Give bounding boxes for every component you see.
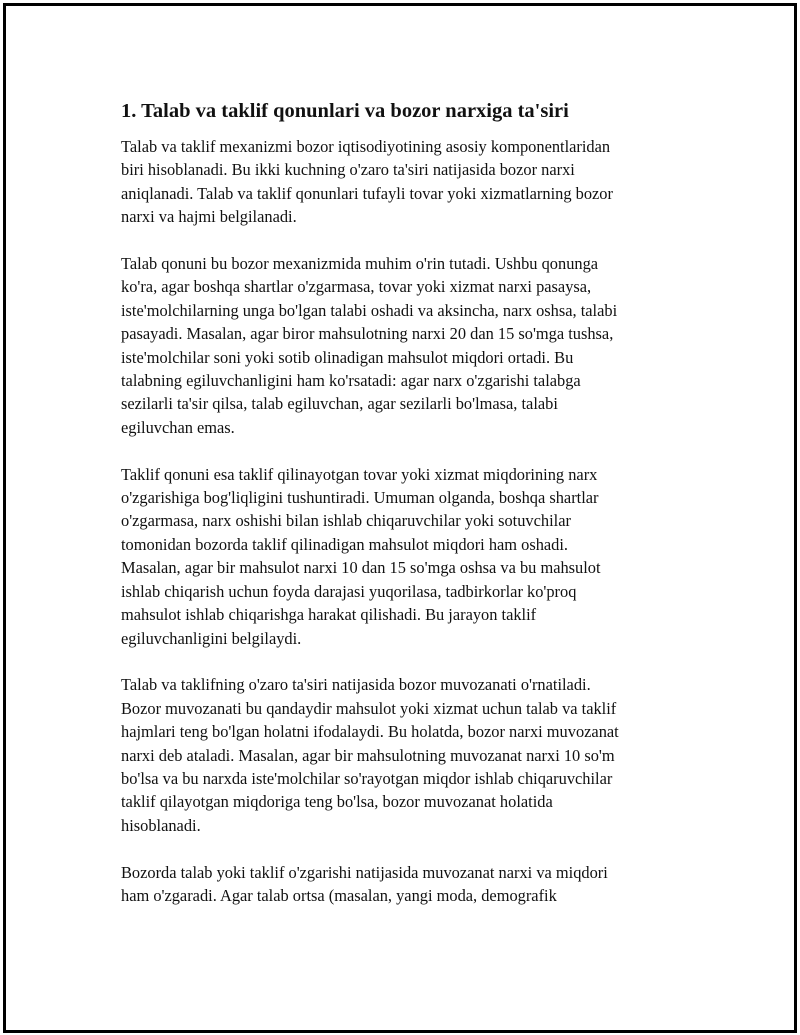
text-line: Taklif qonuni esa taklif qilinayotgan tovar yoki xizmat miqdorining narx	[121, 464, 598, 484]
text-line: egiluvchanligini belgilaydi.	[121, 628, 302, 648]
paragraph-intro	[121, 135, 681, 229]
paragraph-equilibrium	[121, 673, 681, 837]
page-frame	[3, 3, 797, 1033]
text-line: o'zgarishiga bog'liqligini tushuntiradi. Umuman olganda, boshqa shartlar	[121, 488, 599, 508]
text-line: o'zgarmasa, narx oshishi bilan ishlab chiqaruvchilar yoki sotuvchilar	[121, 511, 571, 531]
text-line: pasayadi. Masalan, agar biror mahsulotning narxi 20 dan 15 so'mga tushsa,	[121, 324, 614, 344]
text-line: sezilarli ta'sir qilsa, talab egiluvchan, agar sezilarli bo'lmasa, talabi	[121, 394, 558, 414]
text-line: ko'ra, agar boshqa shartlar o'zgarmasa, tovar yoki xizmat narxi pasaysa,	[121, 277, 592, 297]
text-line: mahsulot ishlab chiqarishga harakat qilishadi. Bu jarayon taklif	[121, 605, 537, 625]
text-line: Bozor muvozanati bu qandaydir mahsulot yoki xizmat uchun talab va taklif	[121, 698, 617, 718]
text-line: narxi va hajmi belgilanadi.	[121, 207, 297, 227]
text-line: hisoblanadi.	[121, 815, 201, 835]
text-line: talabning egiluvchanligini ham ko'rsatadi: agar narx o'zgarishi talabga	[121, 371, 581, 391]
text-line: iste'molchilarning unga bo'lgan talabi oshadi va aksincha, narx oshsa, talabi	[121, 300, 618, 320]
text-line: Masalan, agar bir mahsulot narxi 10 dan 15 so'mga oshsa va bu mahsulot	[121, 558, 601, 578]
text-line: bo'lsa va bu narxda iste'molchilar so'rayotgan miqdor ishlab chiqaruvchilar	[121, 768, 613, 788]
paragraph-demand-law	[121, 252, 681, 439]
text-line: hajmlari teng bo'lgan holatni ifodalaydi. Bu holatda, bozor narxi muvozanat	[121, 722, 619, 742]
document-body	[121, 98, 681, 931]
text-line: Talab qonuni bu bozor mexanizmida muhim o'rin tutadi. Ushbu qonunga	[121, 254, 599, 274]
text-line: narxi deb ataladi. Masalan, agar bir mahsulotning muvozanat narxi 10 so'm	[121, 745, 615, 765]
text-line: Bozorda talab yoki taklif o'zgarishi natijasida muvozanat narxi va miqdori	[121, 862, 608, 882]
text-line: taklif qilayotgan miqdoriga teng bo'lsa, bozor muvozanat holatida	[121, 792, 553, 812]
text-line: ham o'zgaradi. Agar talab ortsa (masalan, yangi moda, demografik	[121, 885, 557, 905]
text-line: tomonidan bozorda taklif qilinadigan mahsulot miqdori ham oshadi.	[121, 534, 569, 554]
text-line: ishlab chiqarish uchun foyda darajasi yuqorilasa, tadbirkorlar ko'proq	[121, 581, 577, 601]
text-line: aniqlanadi. Talab va taklif qonunlari tufayli tovar yoki xizmatlarning bozor	[121, 183, 613, 203]
paragraph-market-shift	[121, 861, 681, 908]
text-line: iste'molchilar soni yoki sotib olinadigan mahsulot miqdori ortadi. Bu	[121, 347, 574, 367]
text-line: Talab va taklifning o'zaro ta'siri natijasida bozor muvozanati o'rnatiladi.	[121, 675, 591, 695]
paragraph-supply-law	[121, 463, 681, 650]
text-line: biri hisoblanadi. Bu ikki kuchning o'zaro ta'siri natijasida bozor narxi	[121, 160, 575, 180]
text-line: egiluvchan emas.	[121, 417, 235, 437]
section-heading: 1. Talab va taklif qonunlari va bozor narxiga ta'siri	[121, 100, 569, 122]
text-line: Talab va taklif mexanizmi bozor iqtisodiyotining asosiy komponentlaridan	[121, 137, 611, 156]
